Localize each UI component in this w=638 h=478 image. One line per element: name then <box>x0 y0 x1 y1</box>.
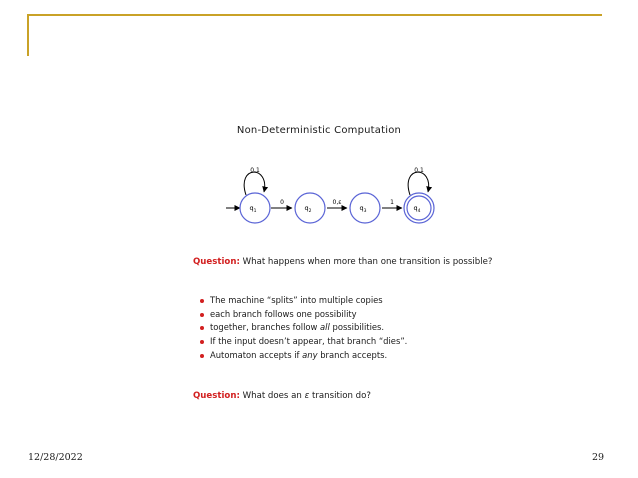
label-loop-q4: 0,1 <box>414 167 424 174</box>
label-loop-q1: 0,1 <box>250 167 260 174</box>
self-loop-q4 <box>408 172 429 195</box>
question-1 <box>193 255 493 269</box>
footer-date: 12/28/2022 <box>28 452 83 463</box>
bullet-text: If the input doesn’t appear, that branch “dies”. <box>210 336 408 347</box>
question-1-label: Question: <box>193 257 240 267</box>
state-q3-name: q <box>359 204 364 212</box>
state-q4-accepting <box>404 193 434 223</box>
state-q2-sub: 2 <box>308 209 312 214</box>
bullet-item <box>200 335 407 349</box>
self-loop-q1 <box>244 172 265 195</box>
state-q1-name: q <box>249 204 254 212</box>
bullet-item <box>200 349 407 363</box>
state-q3-sub: 3 <box>363 209 367 214</box>
bullet-item <box>200 308 407 322</box>
bullet-text: each branch follows one possibility <box>210 308 357 319</box>
question-2-label: Question: <box>193 391 240 401</box>
slide-title: Non-Deterministic Computation <box>236 125 402 136</box>
bullet-text: together, branches follow <box>210 322 321 333</box>
bullet-text: Automaton accepts if <box>210 349 303 360</box>
state-q3 <box>350 193 380 223</box>
epsilon-symbol: ε <box>304 391 310 401</box>
state-q1-sub: 1 <box>253 209 257 214</box>
question-1-text: What happens when more than one transition is possible? <box>242 257 493 267</box>
label-q1-q2: 0 <box>280 199 284 206</box>
state-q1 <box>240 193 270 223</box>
label-q3-q4: 1 <box>390 199 394 206</box>
bullet-item <box>200 294 407 308</box>
bullet-text: branch accepts. <box>317 349 388 360</box>
question-2-text-after: transition do? <box>309 391 371 401</box>
state-q2 <box>295 193 325 223</box>
label-q2-q3: 0,ε <box>332 199 342 206</box>
bullet-item <box>200 321 407 335</box>
page-number: 29 <box>592 452 605 463</box>
bullet-text: possibilities. <box>329 322 385 333</box>
bullet-list <box>200 294 407 363</box>
bullet-emphasis: all <box>320 322 330 333</box>
state-q4-sub: 4 <box>417 209 421 214</box>
bullet-emphasis: any <box>302 349 318 360</box>
question-2 <box>193 389 493 403</box>
question-2-text-before: What does an <box>242 391 305 401</box>
state-q2-name: q <box>304 204 309 212</box>
bullet-text: The machine “splits” into multiple copies <box>210 295 383 305</box>
state-q4-name: q <box>413 204 418 212</box>
